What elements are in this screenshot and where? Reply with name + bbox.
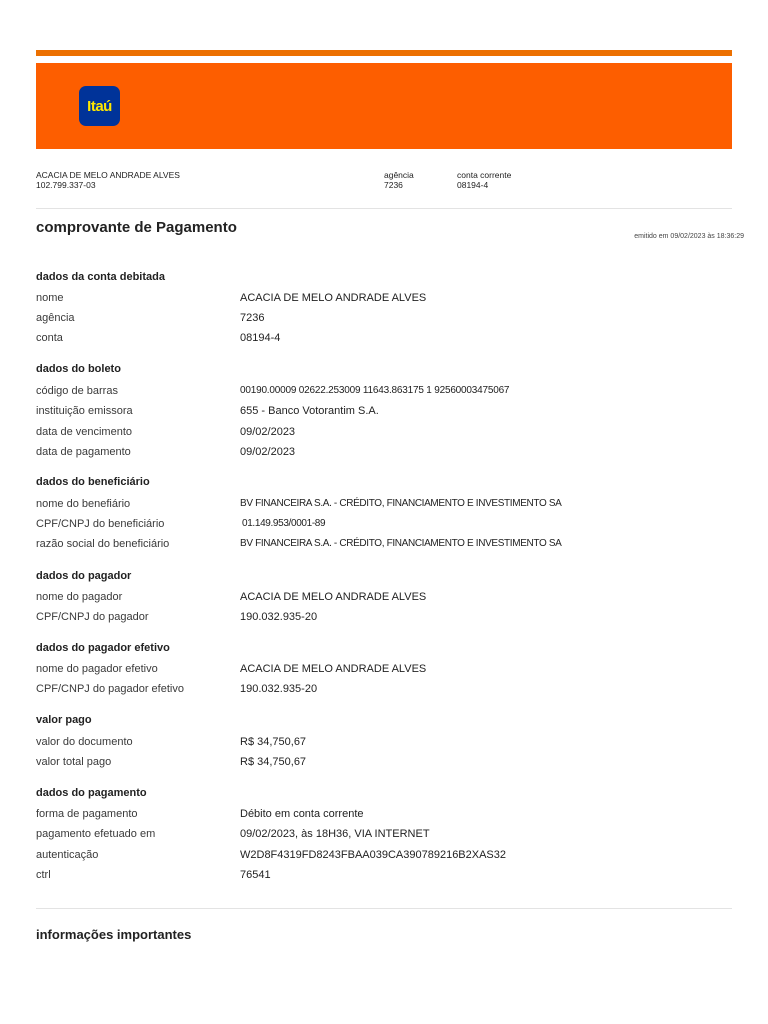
field-value: 7236 (240, 312, 265, 324)
agency-value: 7236 (384, 180, 403, 190)
field-label: nome do pagador (36, 591, 123, 603)
itau-logo (79, 86, 120, 126)
header-banner (36, 63, 732, 149)
section-title-beneficiario: dados do beneficiário (36, 476, 150, 488)
field-label: nome do pagador efetivo (36, 663, 158, 675)
field-label: nome (36, 292, 64, 304)
account-label: conta corrente (457, 170, 512, 180)
field-label: CPF/CNPJ do beneficiário (36, 518, 165, 530)
account-value: 08194-4 (457, 180, 489, 190)
field-value: BV FINANCEIRA S.A. - CRÉDITO, FINANCIAMENTO E INVESTIMENTO SA (240, 538, 562, 549)
barcode-value: 00190.00009 02622.253009 11643.863175 1 92560003475067 (240, 385, 510, 396)
field-value: ACACIA DE MELO ANDRADE ALVES (240, 591, 427, 603)
footer-divider (36, 908, 732, 909)
field-value: 09/02/2023, às 18H36, VIA INTERNET (240, 828, 430, 840)
field-value: 09/02/2023 (240, 426, 296, 438)
section-title-pagador: dados do pagador (36, 570, 132, 582)
header-divider (36, 208, 732, 209)
important-info-title: informações importantes (36, 927, 192, 942)
field-label: nome do benefiário (36, 498, 131, 510)
field-label: código de barras (36, 385, 118, 397)
section-title-conta: dados da conta debitada (36, 271, 165, 283)
field-value: ACACIA DE MELO ANDRADE ALVES (240, 663, 427, 675)
account-info (457, 170, 511, 190)
page-title: comprovante de Pagamento (36, 219, 237, 236)
document-amount: R$ 34,750,67 (240, 736, 307, 748)
agency-info (384, 170, 414, 190)
field-label: conta (36, 332, 63, 344)
field-value: BV FINANCEIRA S.A. - CRÉDITO, FINANCIAMENTO E INVESTIMENTO SA (240, 498, 562, 509)
field-label: CPF/CNPJ do pagador efetivo (36, 683, 184, 695)
field-label: autenticação (36, 849, 99, 861)
holder-document: 102.799.337-03 (36, 180, 96, 190)
section-title-valor: valor pago (36, 714, 92, 726)
field-value: 01.149.953/0001-89 (242, 518, 326, 529)
total-paid-amount: R$ 34,750,67 (240, 756, 307, 768)
field-value: Débito em conta corrente (240, 808, 364, 820)
top-stripe (36, 50, 732, 56)
field-label: ctrl (36, 869, 51, 881)
field-label: data de vencimento (36, 426, 133, 438)
logo-text: Itaú (87, 97, 112, 115)
field-value: 76541 (240, 869, 271, 881)
field-value: ACACIA DE MELO ANDRADE ALVES (240, 292, 427, 304)
field-value: 655 - Banco Votorantim S.A. (240, 405, 379, 417)
authentication-code: W2D8F4319FD8243FBAA039CA390789216B2XAS32 (240, 849, 507, 861)
field-label: forma de pagamento (36, 808, 138, 820)
field-label: instituição emissora (36, 405, 133, 417)
holder-name: ACACIA DE MELO ANDRADE ALVES (36, 170, 180, 180)
field-label: pagamento efetuado em (36, 828, 156, 840)
section-title-pagador-efetivo: dados do pagador efetivo (36, 642, 170, 654)
field-label: data de pagamento (36, 446, 131, 458)
section-title-boleto: dados do boleto (36, 363, 121, 375)
account-holder (36, 170, 180, 190)
field-value: 190.032.935-20 (240, 611, 318, 623)
field-value: 190.032.935-20 (240, 683, 318, 695)
field-label: agência (36, 312, 75, 324)
field-value: 09/02/2023 (240, 446, 296, 458)
field-label: CPF/CNPJ do pagador (36, 611, 149, 623)
field-label: valor total pago (36, 756, 112, 768)
agency-label: agência (384, 170, 414, 180)
field-label: razão social do beneficiário (36, 538, 170, 550)
field-label: valor do documento (36, 736, 133, 748)
emitted-timestamp: emitido em 09/02/2023 às 18:36:29 (634, 233, 744, 240)
field-value: 08194-4 (240, 332, 281, 344)
section-title-pagamento: dados do pagamento (36, 787, 147, 799)
